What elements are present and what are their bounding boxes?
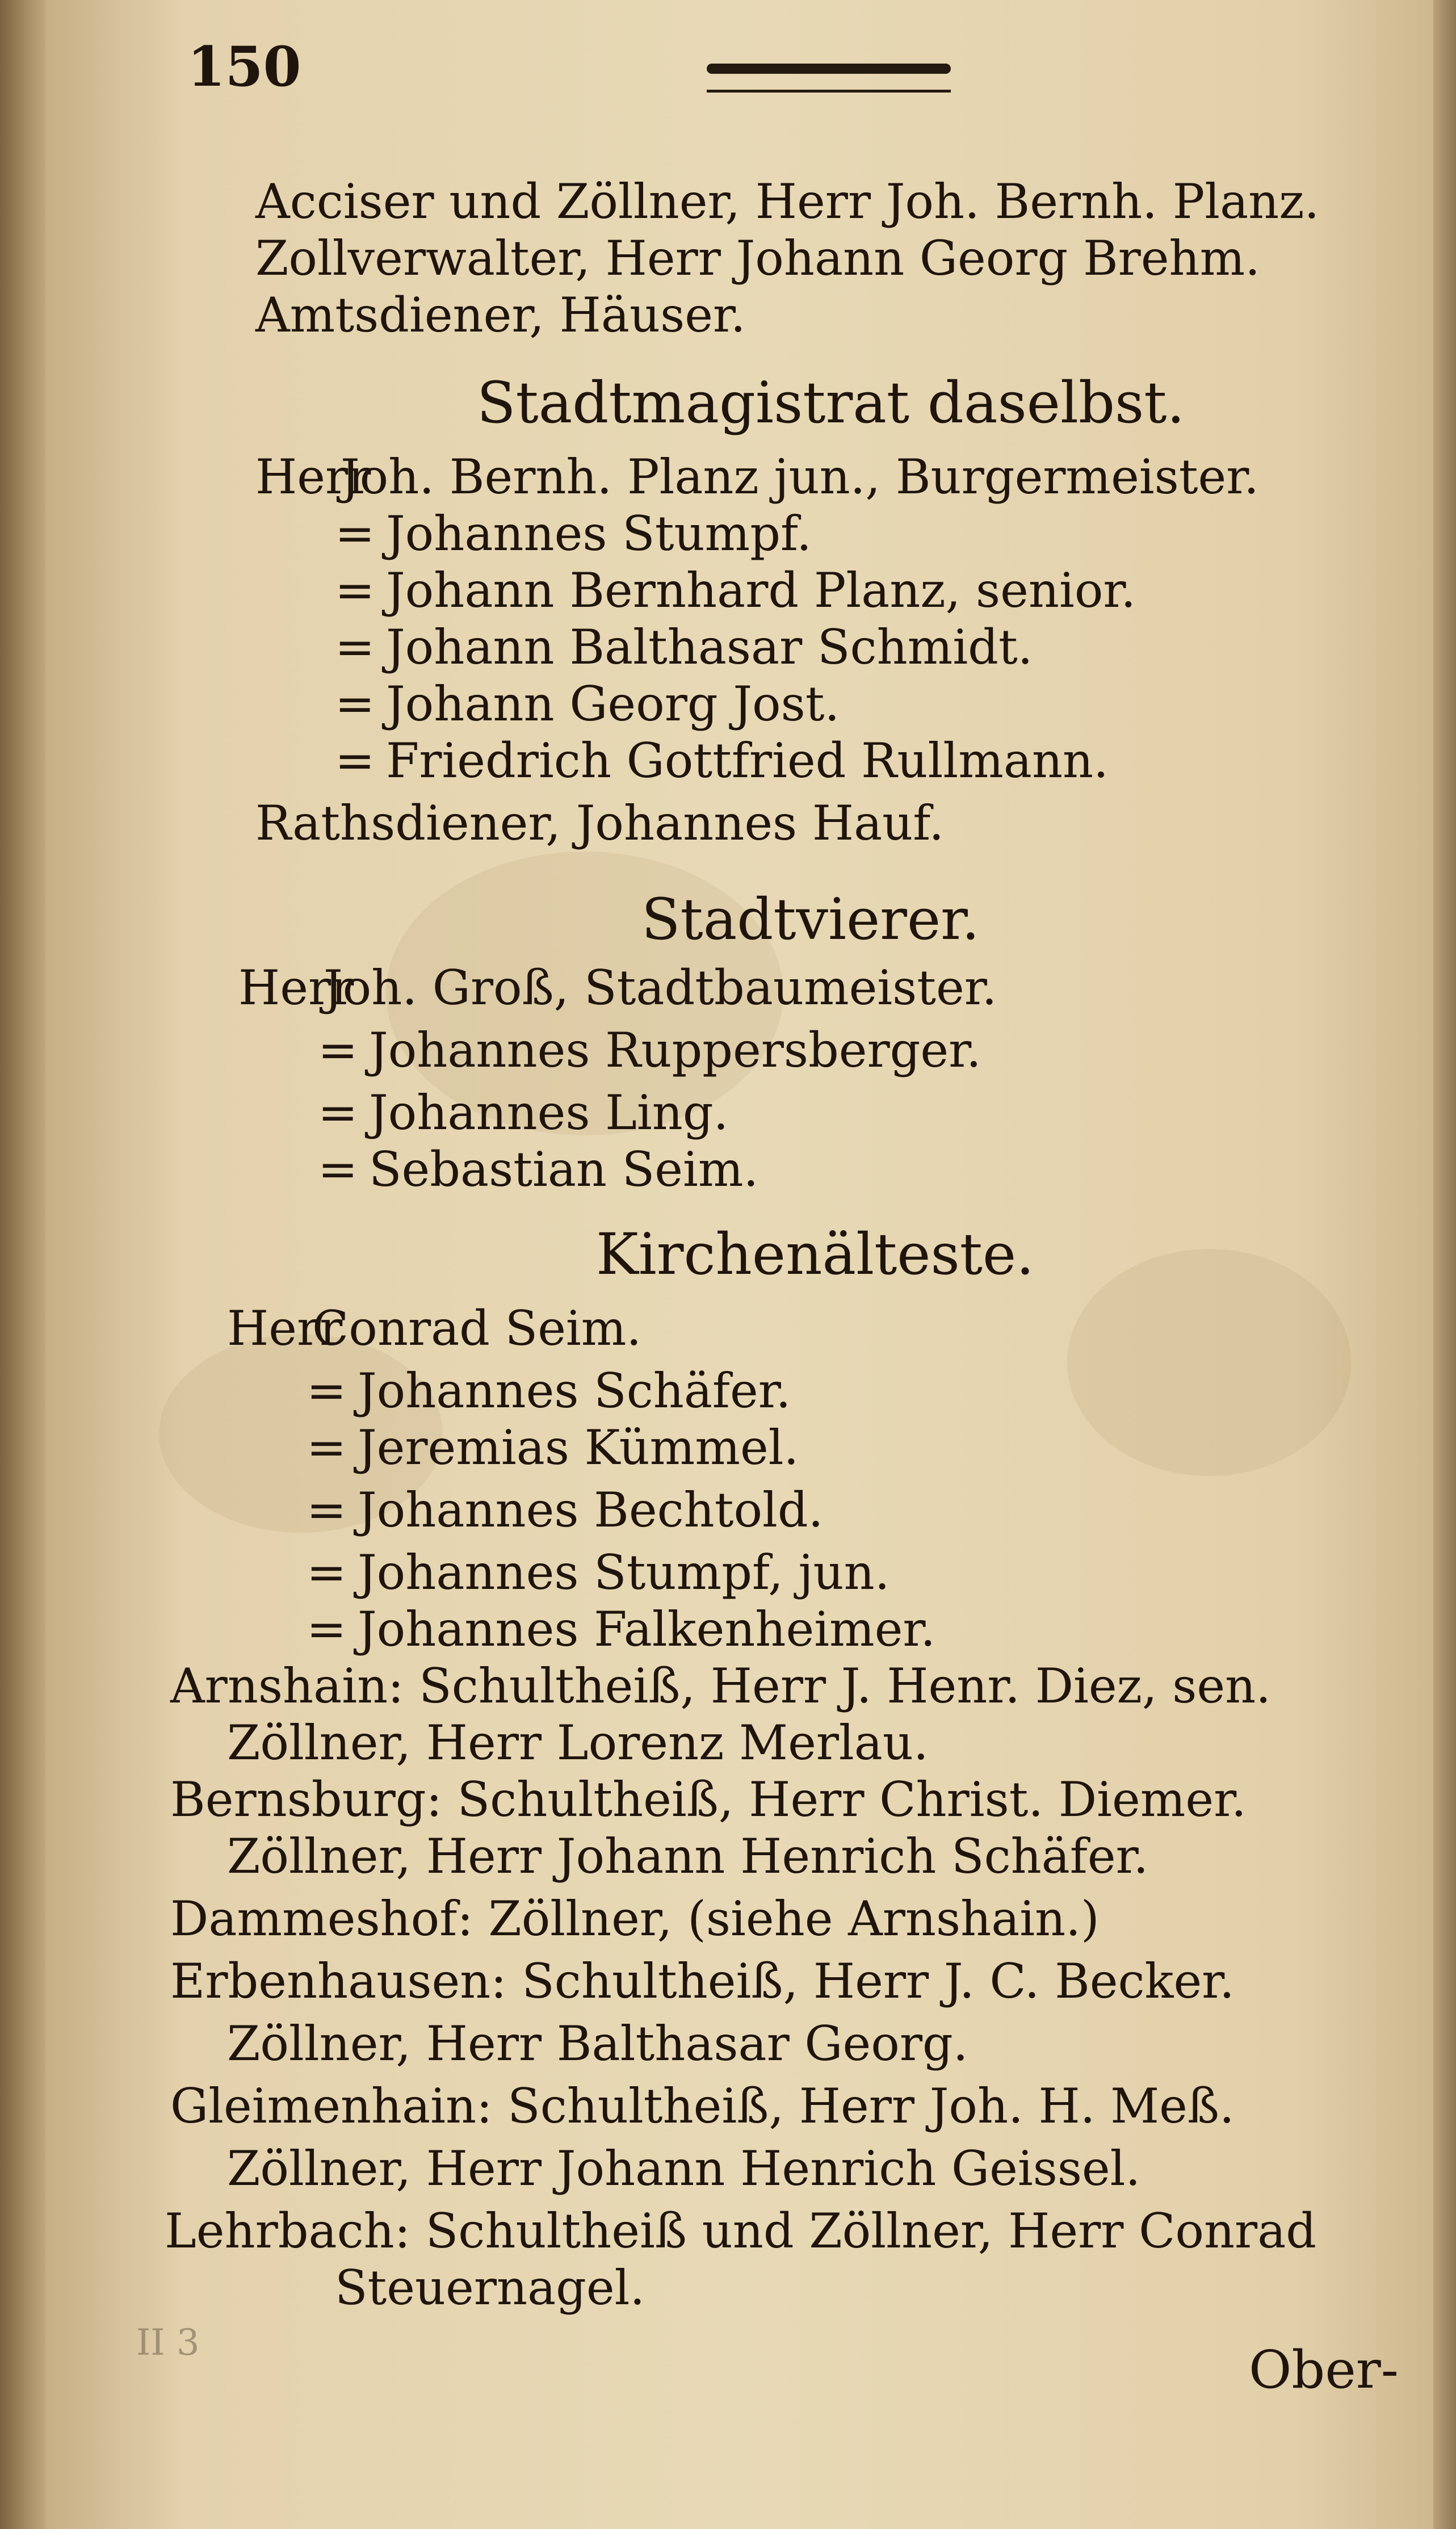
village-place: Erbenhausen: — [170, 1953, 507, 2009]
village-entry — [165, 2203, 1316, 2259]
village-place: Arnshain: — [170, 1658, 404, 1714]
list-item — [301, 732, 1109, 789]
list-item-text: Joh. Bernh. Planz jun., Burgermeister. — [341, 449, 1259, 505]
list-mark: = — [318, 1142, 358, 1197]
list-item — [272, 1362, 791, 1419]
village-entry — [170, 1658, 1271, 1714]
village-entry — [170, 1890, 1100, 1947]
list-mark: = — [318, 1022, 358, 1078]
village-place: Bernsburg: — [170, 1772, 442, 1827]
book-spine — [0, 0, 45, 2529]
list-item — [272, 1544, 889, 1601]
list-item — [301, 562, 1136, 619]
list-item — [301, 619, 1033, 676]
list-item — [227, 1300, 641, 1357]
list-item-text: Sebastian Seim. — [369, 1142, 759, 1197]
village-entry: Zöllner, Herr Johann Henrich Schäfer. — [227, 1828, 1149, 1884]
paper-stain — [1067, 1249, 1351, 1476]
village-entry — [170, 2078, 1235, 2134]
list-mark: = — [307, 1420, 347, 1475]
village-entry: Zöllner, Herr Johann Henrich Geissel. — [227, 2141, 1141, 2196]
village-text: Schultheiß, Herr J. Henr. Diez, sen. — [419, 1658, 1271, 1714]
list-mark: = — [335, 563, 375, 618]
list-item-text: Johannes Bechtold. — [358, 1482, 824, 1538]
list-item-text: Johann Bernhard Planz, senior. — [386, 563, 1136, 618]
village-place: Gleimenhain: — [170, 2078, 493, 2134]
catchword: Ober- — [1249, 2339, 1399, 2400]
village-entry: Zöllner, Herr Balthasar Georg. — [227, 2016, 968, 2071]
list-mark: Herr — [227, 1301, 343, 1356]
list-mark: = — [307, 1545, 347, 1600]
village-place: Lehrbach: — [165, 2203, 411, 2259]
village-entry — [170, 1953, 1235, 2010]
list-item — [238, 959, 997, 1016]
header-rule-ornament — [707, 64, 951, 103]
list-item — [272, 1482, 823, 1538]
list-item-text: Friedrich Gottfried Rullmann. — [386, 733, 1109, 789]
list-mark: = — [335, 619, 375, 675]
list-mark: Herr — [238, 960, 354, 1016]
list-item-text: Joh. Groß, Stadtbaumeister. — [324, 960, 997, 1016]
list-item — [284, 1084, 728, 1141]
section-heading: Kirchenälteste. — [596, 1221, 1034, 1287]
list-item-text: Johannes Ling. — [369, 1085, 729, 1140]
page-number: 150 — [187, 35, 301, 99]
village-entry — [170, 1771, 1247, 1828]
list-item-text: Johann Balthasar Schmidt. — [386, 619, 1033, 675]
village-place: Dammeshof: — [170, 1891, 473, 1947]
list-item-text: Conrad Seim. — [312, 1301, 642, 1356]
list-item-text: Johann Georg Jost. — [386, 676, 840, 732]
entry-line: Acciser und Zöllner, Herr Joh. Bernh. Planz. — [255, 174, 1320, 229]
list-item-text: Jeremias Kümmel. — [358, 1420, 799, 1475]
signature-mark: II 3 — [136, 2322, 200, 2364]
list-item-text: Johannes Falkenheimer. — [358, 1601, 936, 1657]
list-item-text: Johannes Schäfer. — [358, 1363, 791, 1419]
list-item — [284, 1141, 758, 1198]
list-mark: = — [335, 506, 375, 561]
section-heading: Stadtvierer. — [641, 886, 980, 953]
entry-line: Amtsdiener, Häuser. — [255, 287, 746, 343]
village-text: Zöllner, (siehe Arnshain.) — [488, 1891, 1100, 1947]
list-item-text: Johannes Stumpf, jun. — [358, 1545, 890, 1600]
list-item — [301, 676, 840, 732]
list-mark: = — [307, 1482, 347, 1538]
section-heading: Stadtmagistrat daselbst. — [477, 370, 1185, 436]
entry-line: Zollverwalter, Herr Johann Georg Brehm. — [255, 230, 1260, 286]
list-mark: = — [318, 1085, 358, 1140]
list-item — [272, 1419, 799, 1476]
list-mark: Herr — [255, 449, 371, 505]
village-entry: Zöllner, Herr Lorenz Merlau. — [227, 1715, 929, 1771]
list-item — [255, 448, 1259, 505]
list-item — [272, 1601, 935, 1658]
list-item — [284, 1022, 981, 1079]
list-mark: = — [335, 676, 375, 732]
village-text: Schultheiß, Herr J. C. Becker. — [522, 1953, 1235, 2009]
village-text: Schultheiß, Herr Christ. Diemer. — [457, 1772, 1247, 1827]
list-mark: = — [307, 1363, 347, 1419]
list-mark: = — [307, 1601, 347, 1657]
list-item — [301, 505, 812, 562]
list-item-text: Johannes Stumpf. — [386, 506, 812, 561]
village-text: Schultheiß, Herr Joh. H. Meß. — [507, 2078, 1235, 2134]
entry-line: Rathsdiener, Johannes Hauf. — [255, 795, 945, 851]
village-entry: Steuernagel. — [335, 2260, 645, 2316]
list-item-text: Johannes Ruppersberger. — [369, 1022, 981, 1078]
page-edge — [1433, 0, 1456, 2529]
village-text: Schultheiß und Zöllner, Herr Conrad — [425, 2203, 1317, 2259]
list-mark: = — [335, 733, 375, 789]
